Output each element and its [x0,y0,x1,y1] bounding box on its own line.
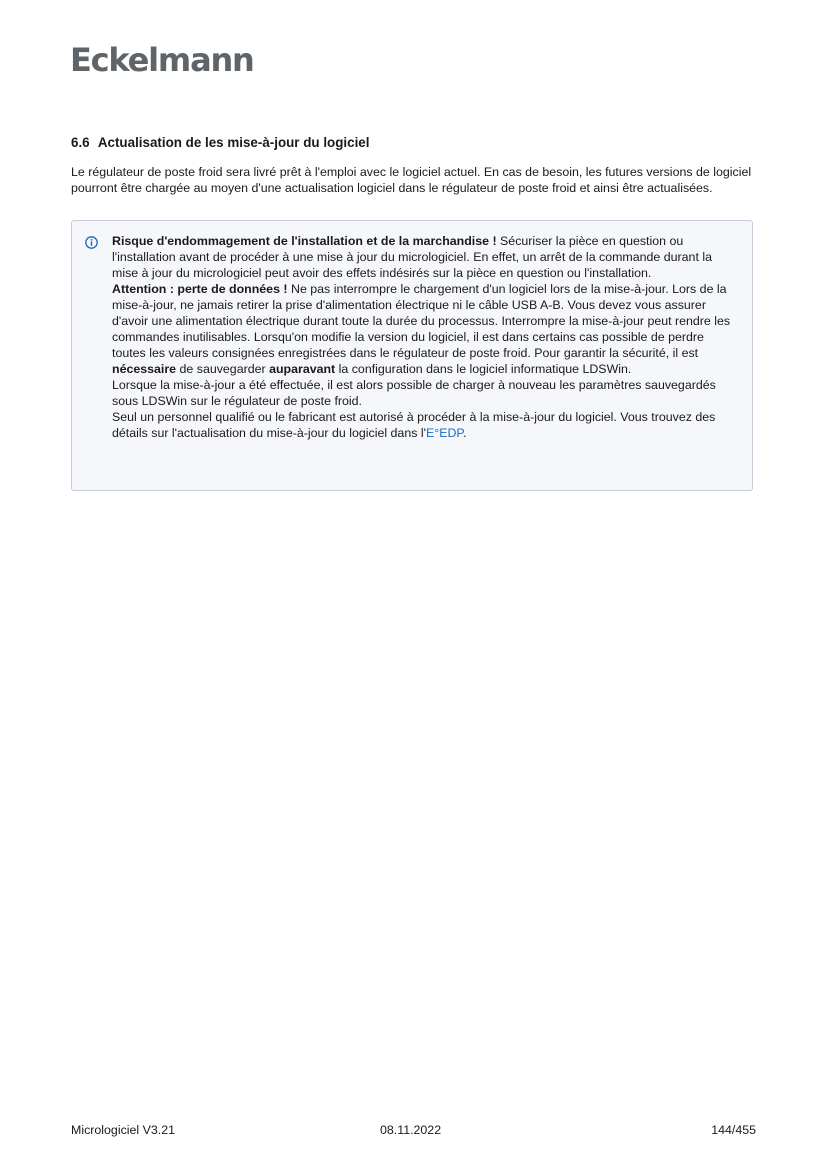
notice-paragraph-reload: Lorsque la mise-à-jour a été effectuée, il est alors possible de charger à nouveau les paramètres sauvegardés sous LDSWin sur le régulateur de poste froid. [112,378,716,408]
footer-page-number: 144/455 [711,1123,756,1137]
info-icon [85,236,98,249]
footer-date: 08.11.2022 [380,1123,442,1137]
section-title-text: Actualisation de les mise-à-jour du logiciel [97,135,370,150]
notice-box [71,220,753,491]
footer-product: Micrologiciel V3.21 [71,1123,175,1137]
notice-paragraph-damage: Risque d'endommagement de l'installation et de la marchandise ! Sécuriser la pièce en question ou l'installation avant de procéder à une mise à jour du micrologiciel. En effet, un arrêt de la commande durant la mise à jour du micrologiciel peut avoir des effets indésirés sur la pièce en question ou l'installation. [112,234,712,280]
intro-paragraph: Le régulateur de poste froid sera livré prêt à l'emploi avec le logiciel actuel. En cas de besoin, les futures versions de logiciel pourront être chargée au moyen d'une actualisation logiciel dans le régulateur de poste froid et ainsi être actualisées. [71,165,752,196]
section-number: 6.6 [71,135,90,150]
damage-warning-heading: Risque d'endommagement de l'installation et de la marchandise ! [112,234,497,248]
data-loss-warning-heading: Attention : perte de données ! [112,282,288,296]
notice-paragraph-data-loss: Attention : perte de données ! Ne pas interrompre le chargement d'un logiciel lors de la mise-à-jour. Lors de la mise-à-jour, ne jamais retirer la prise d'alimentation électrique ni le câble USB A-B. Vous devez vous assurer d'avoir une alimentation électrique durant toute la durée du processus. Interrompre la mise-à-jour peut rendre les commandes inutilisables. Lorsqu'on modifie la version du logiciel, il est dans certains cas possible de perdre toutes les valeurs consignées enregistrées dans le régulateur de poste froid. Pour garantir la sécurité, il est nécessaire de sauvegarder auparavant la configuration dans le logiciel informatique LDSWin. [112,282,731,376]
section-title [71,134,761,151]
notice-body [112,233,740,441]
brand-logo: Eckelmann [70,41,254,79]
eedp-link[interactable]: E°EDP [425,426,464,440]
notice-paragraph-qualified: Seul un personnel qualifié ou le fabricant est autorisé à procéder à la mise-à-jour du logiciel. Vous trouvez des détails sur l'actualisation du mise-à-jour du logiciel dans l'E°EDP. [112,410,716,440]
